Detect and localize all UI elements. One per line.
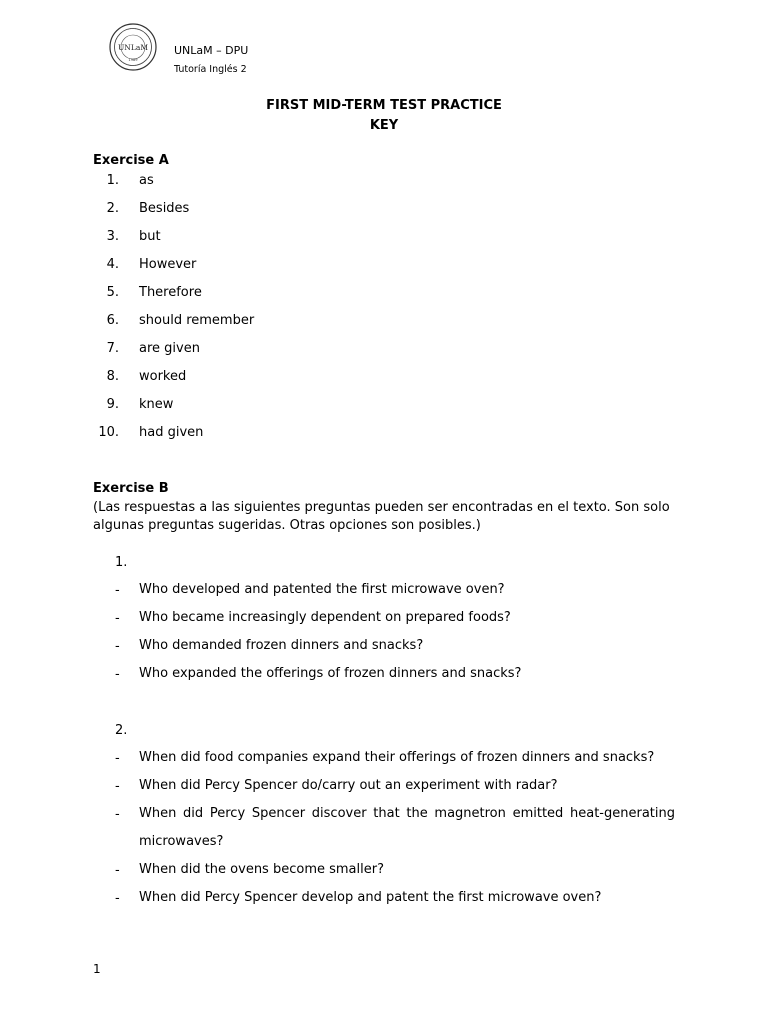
page-subtitle: KEY: [369, 118, 399, 133]
bullet-dash: -: [115, 639, 120, 654]
question-text: Who became increasingly dependent on prepared foods?: [139, 610, 511, 625]
question-text: Who expanded the offerings of frozen dinners and snacks?: [139, 666, 522, 681]
logo-text: UNLaM: [117, 43, 149, 52]
list-item-number: 3.: [106, 229, 119, 244]
list-item-text: are given: [139, 341, 200, 356]
list-item-text: should remember: [139, 313, 255, 328]
exercise-b-heading: Exercise B: [93, 481, 169, 496]
list-item-text: as: [139, 173, 154, 188]
bullet-dash: -: [115, 667, 120, 682]
question-text: When did Percy Spencer discover that the magnetron emitted heat-generating microwaves?: [139, 806, 675, 849]
bullet-dash: -: [115, 891, 120, 906]
list-item-number: 9.: [106, 397, 119, 412]
list-item-number: 7.: [106, 341, 119, 356]
question-text: Who demanded frozen dinners and snacks?: [139, 638, 424, 653]
list-item-text: had given: [139, 425, 204, 440]
header-course: Tutoría Inglés 2: [174, 64, 247, 75]
question-group-number: 2.: [115, 723, 128, 738]
exercise-a-heading: Exercise A: [93, 153, 169, 168]
header: [174, 44, 248, 77]
question-group-number: 1.: [115, 555, 128, 570]
question-text: When did Percy Spencer do/carry out an experiment with radar?: [139, 778, 558, 793]
bullet-dash: -: [115, 611, 120, 626]
header-org: UNLaM – DPU: [174, 44, 249, 57]
bullet-dash: -: [115, 779, 120, 794]
list-item-number: 1.: [106, 173, 119, 188]
question-text: When did food companies expand their offerings of frozen dinners and snacks?: [139, 750, 655, 765]
list-item-number: 5.: [106, 285, 119, 300]
question-text: When did the ovens become smaller?: [139, 862, 384, 877]
list-item-number: 6.: [106, 313, 119, 328]
list-item-text: However: [139, 257, 197, 272]
page-number: 1: [93, 962, 101, 976]
bullet-dash: -: [115, 583, 120, 598]
list-item-text: Besides: [139, 201, 190, 216]
list-item-text: knew: [139, 397, 174, 412]
list-item-number: 10.: [98, 425, 119, 440]
exercise-b-instructions: (Las respuestas a las siguientes preguntas pueden ser encontradas en el texto. Son solo algunas preguntas sugeridas. Otras opciones son posibles.): [93, 500, 670, 533]
list-item-text: worked: [139, 369, 187, 384]
question-text: When did Percy Spencer develop and patent the first microwave oven?: [139, 890, 602, 905]
bullet-dash: -: [115, 863, 120, 878]
list-item-number: 2.: [106, 201, 119, 216]
list-item-number: 8.: [106, 369, 119, 384]
list-item-number: 4.: [106, 257, 119, 272]
list-item-text: Therefore: [139, 285, 202, 300]
bullet-dash: -: [115, 751, 120, 766]
question-text: Who developed and patented the first microwave oven?: [139, 582, 505, 597]
list-item-text: but: [139, 229, 161, 244]
bullet-dash: -: [115, 807, 120, 822]
university-seal-logo: [108, 22, 158, 72]
page-title: FIRST MID-TERM TEST PRACTICE: [266, 98, 502, 113]
logo-year: 1989: [128, 58, 138, 62]
